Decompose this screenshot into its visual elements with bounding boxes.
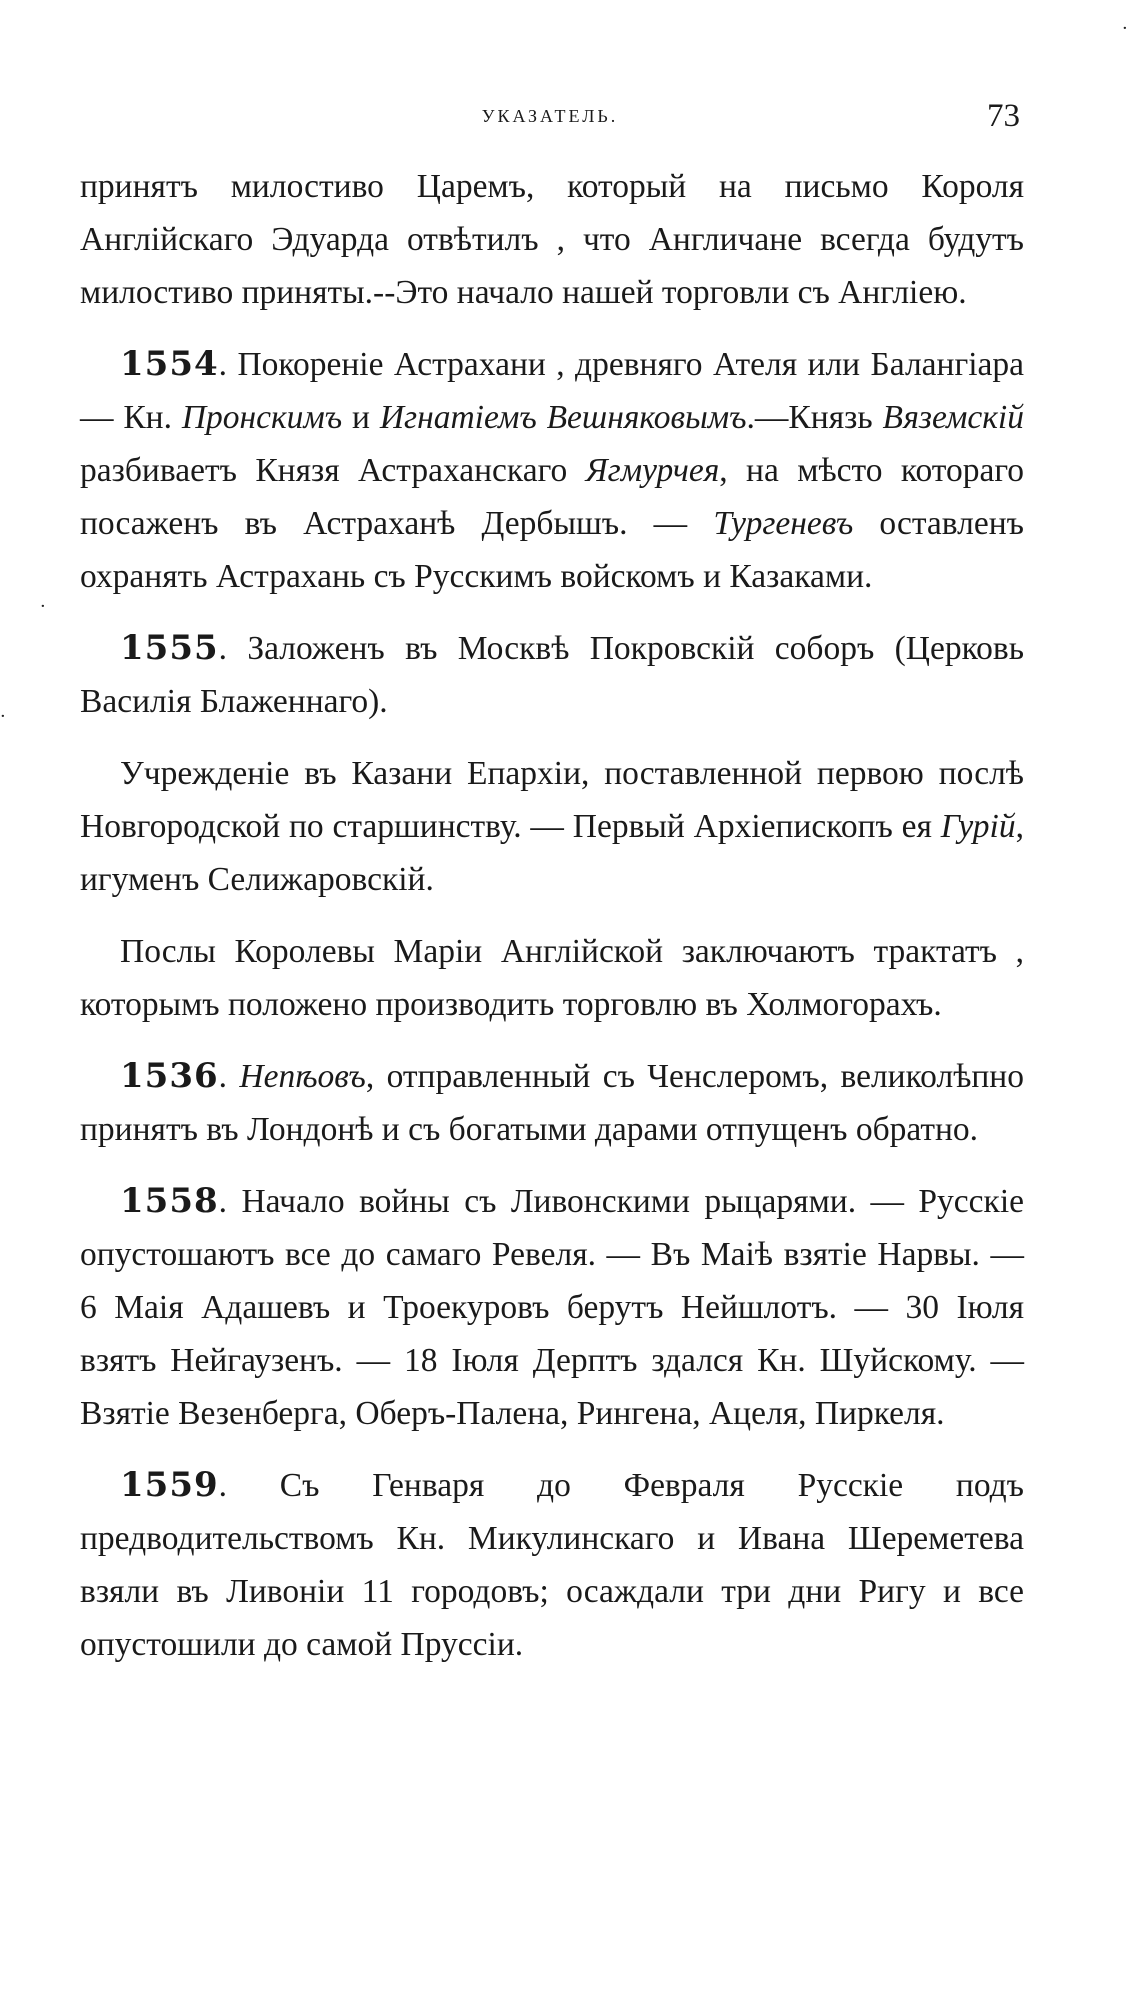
text-segment: , на мѣсто котораго посаженъ въ Астраханѣ Дербышъ. — bbox=[80, 452, 1024, 542]
italic-name: Тургеневъ bbox=[713, 505, 854, 542]
paragraph-p4 bbox=[80, 747, 1024, 906]
text-segment: , отправленный съ Ченслеромъ, великолѣпно принятъ въ Лондонѣ и съ богатыми дарами отпущенъ обратно. bbox=[80, 1058, 1024, 1148]
year-number: 1536 bbox=[120, 1056, 219, 1096]
text-segment: принятъ милостиво Царемъ, который на письмо Короля Англійскаго Эдуарда отвѣтилъ , что Англичане всегда будутъ милостиво приняты.--Это начало нашей торговли съ Англіею. bbox=[80, 168, 1024, 311]
margin-dot: · bbox=[1122, 18, 1128, 39]
text-segment: , игуменъ Селижаровскій. bbox=[80, 808, 1024, 898]
paragraph-p5 bbox=[80, 925, 1024, 1031]
paragraph-p2 bbox=[80, 338, 1024, 603]
text-segment: .—Князь bbox=[746, 399, 883, 436]
year-number: 1558 bbox=[120, 1181, 219, 1221]
italic-name: Вяземскій bbox=[882, 399, 1024, 436]
text-segment: и bbox=[342, 399, 380, 436]
year-number: 1554 bbox=[120, 344, 219, 384]
paragraph-p6 bbox=[80, 1050, 1024, 1156]
text-segment: . bbox=[218, 1058, 240, 1095]
text-segment: Учрежденіе въ Казани Епархіи, поставленной первою послѣ Новгородской по старшинству. — Первый Архіепископъ ея bbox=[80, 755, 1024, 845]
text-segment: оставленъ охранять Астрахань съ Русскимъ войскомъ и Казаками. bbox=[80, 505, 1024, 595]
paragraph-p1 bbox=[80, 160, 1024, 319]
italic-name: Непѣовъ bbox=[239, 1058, 366, 1095]
paragraph-p3 bbox=[80, 622, 1024, 728]
body-text bbox=[80, 160, 1024, 1690]
italic-name: Пронскимъ bbox=[181, 399, 343, 436]
margin-dot: · bbox=[40, 596, 46, 617]
year-number: 1559 bbox=[120, 1465, 219, 1505]
page-header bbox=[80, 98, 1020, 138]
year-number: 1555 bbox=[120, 628, 219, 668]
paragraph-p7 bbox=[80, 1175, 1024, 1440]
text-segment: . Покореніе Астрахани , древняго Ателя или Балангіара— Кн. bbox=[80, 346, 1024, 436]
page-number: 73 bbox=[987, 98, 1020, 134]
italic-name: Игнатіемъ Вешняковымъ bbox=[379, 399, 747, 436]
text-segment: Послы Королевы Маріи Англійской заключаютъ трактатъ , которымъ положено производить торговлю въ Холмогорахъ. bbox=[80, 933, 1024, 1023]
italic-name: Ягмурчея bbox=[585, 452, 720, 489]
text-segment: . Начало войны съ Ливонскими рыцарями. — Русскіе опустошаютъ все до самаго Ревеля. — Въ Маіѣ взятіе Нарвы. — 6 Маія Адашевъ и Троекуровъ берутъ Нейшлотъ. — 30 Іюля взятъ Нейгаузенъ. — 18 Іюля Дерптъ здался Кн. Шуйскому. — Взятіе Везенберга, Оберъ-Палена, Рингена, Ацеля, Пиркеля. bbox=[80, 1183, 1024, 1432]
italic-name: Гурій bbox=[940, 808, 1016, 845]
margin-dot: · bbox=[0, 706, 6, 727]
text-segment: . Заложенъ въ Москвѣ Покровскій соборъ (Церковь Василія Блаженнаго). bbox=[80, 630, 1024, 720]
text-segment: . Съ Генваря до Февраля Русскіе подъ предводительствомъ Кн. Микулинскаго и Ивана Шереметева взяли въ Ливоніи 11 городовъ; осаждали три дни Ригу и все опустошили до самой Пруссіи. bbox=[80, 1467, 1024, 1663]
paragraph-p8 bbox=[80, 1459, 1024, 1671]
text-segment: разбиваетъ Князя Астраханскаго bbox=[80, 452, 586, 489]
running-title: УКАЗАТЕЛЬ. bbox=[481, 106, 619, 126]
